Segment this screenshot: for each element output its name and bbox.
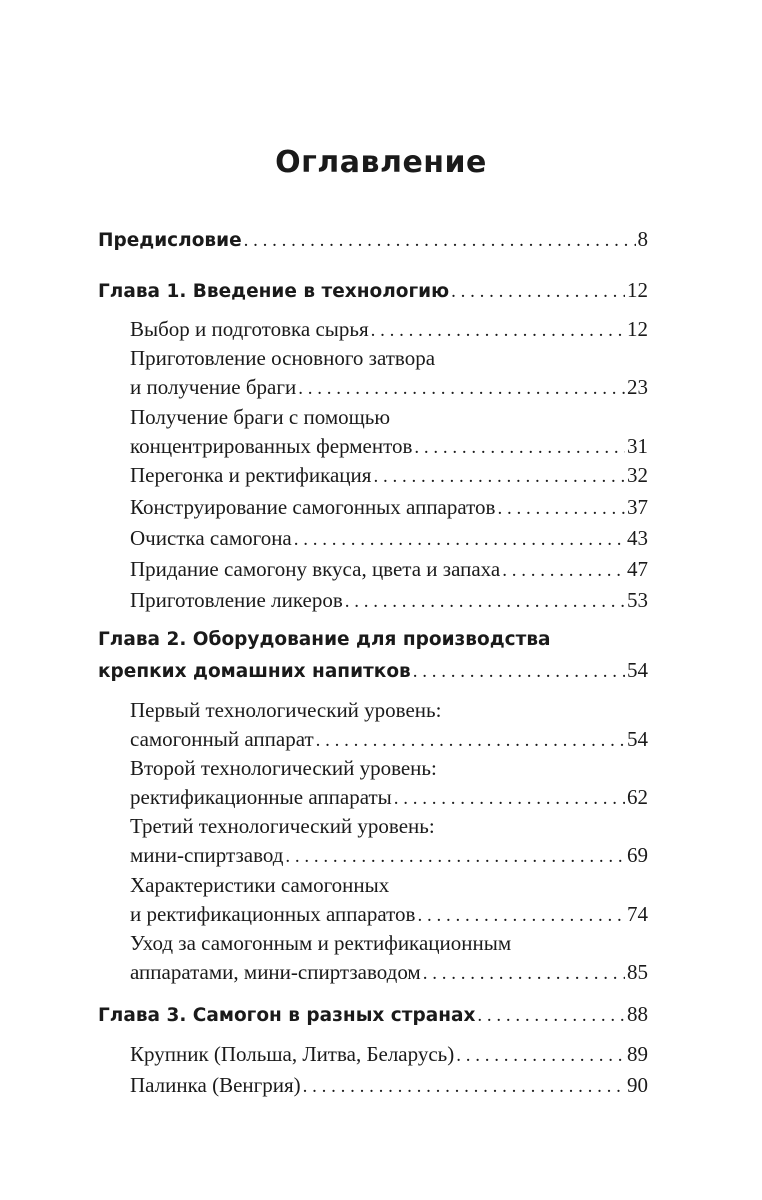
toc-entry-chapter-2[interactable] [98, 655, 648, 685]
toc-entry-section-line: Уход за самогонным и ректификационным [130, 931, 512, 955]
leader-dots [502, 556, 625, 586]
toc-entry-section[interactable] [130, 724, 648, 754]
toc-entry-section-line: Характеристики самогонных [130, 873, 390, 897]
toc-entry-section[interactable] [130, 1039, 648, 1069]
toc-entry-page: 53 [627, 588, 648, 612]
toc-entry-page: 37 [627, 495, 648, 519]
leader-dots [497, 494, 625, 524]
toc-entry-section[interactable] [130, 554, 648, 584]
leader-dots [244, 226, 636, 256]
leader-dots [394, 784, 625, 814]
toc-entry-label: Глава 3. Самогон в разных странах [98, 1005, 476, 1026]
toc-entry-label: Конструирование самогонных аппаратов [130, 495, 496, 519]
toc-entry-label: и ректификационных аппаратов [130, 902, 416, 926]
leader-dots [371, 316, 625, 346]
toc-entry-label: ректификационные аппараты [130, 785, 392, 809]
toc-entry-label: аппаратами, мини-спиртзаводом [130, 960, 421, 984]
leader-dots [298, 374, 625, 404]
leader-dots [423, 959, 625, 989]
toc-entry-section[interactable] [130, 431, 648, 461]
toc-entry-preface[interactable] [98, 224, 648, 254]
toc-entry-page: 23 [627, 375, 648, 399]
toc-entry-label: Придание самогону вкуса, цвета и запаха [130, 557, 501, 581]
toc-entry-label: Приготовление ликеров [130, 588, 343, 612]
toc-entry-section-line: Приготовление основного затвора [130, 346, 436, 370]
leader-dots [303, 1072, 625, 1102]
leader-dots [373, 462, 625, 492]
toc-entry-chapter-2-line: Глава 2. Оборудование для производства [98, 629, 551, 650]
leader-dots [451, 277, 625, 307]
leader-dots [456, 1041, 625, 1071]
leader-dots [477, 1001, 625, 1031]
toc-entry-page: 47 [627, 557, 648, 581]
toc-entry-page: 32 [627, 463, 648, 487]
toc-entry-label: крепких домашних напитков [98, 661, 411, 682]
toc-entry-label: самогонный аппарат [130, 727, 314, 751]
toc-entry-section[interactable] [130, 372, 648, 402]
toc-entry-page: 74 [627, 902, 648, 926]
toc-entry-page: 88 [627, 1002, 648, 1026]
toc-entry-section[interactable] [130, 314, 648, 344]
toc-entry-page: 12 [627, 317, 648, 341]
leader-dots [294, 525, 625, 555]
toc-entry-page: 43 [627, 526, 648, 550]
toc-entry-section[interactable] [130, 957, 648, 987]
toc-entry-section[interactable] [130, 460, 648, 490]
toc-entry-page: 8 [637, 227, 648, 251]
toc-entry-section[interactable] [130, 1070, 648, 1100]
toc-entry-label: Очистка самогона [130, 526, 292, 550]
toc-entry-chapter-3[interactable] [98, 999, 648, 1029]
toc-entry-chapter-1[interactable] [98, 275, 648, 305]
toc-entry-page: 54 [627, 658, 648, 682]
toc-entry-section[interactable] [130, 492, 648, 522]
leader-dots [414, 433, 625, 463]
toc-entry-label: Перегонка и ректификация [130, 463, 372, 487]
leader-dots [316, 726, 625, 756]
toc-entry-label: Предисловие [98, 230, 242, 251]
toc-entry-section[interactable] [130, 782, 648, 812]
toc-entry-page: 62 [627, 785, 648, 809]
toc-entry-label: Выбор и подготовка сырья [130, 317, 369, 341]
toc-entry-page: 31 [627, 434, 648, 458]
toc-entry-label: Глава 1. Введение в технологию [98, 281, 450, 302]
toc-entry-label: мини-спиртзавод [130, 843, 284, 867]
toc-entry-section[interactable] [130, 899, 648, 929]
toc-entry-section-line: Второй технологический уровень: [130, 756, 437, 780]
toc-entry-page: 89 [627, 1042, 648, 1066]
toc-entry-page: 54 [627, 727, 648, 751]
toc-entry-section-line: Первый технологический уровень: [130, 698, 442, 722]
toc-entry-label: и получение браги [130, 375, 297, 399]
toc-entry-section[interactable] [130, 840, 648, 870]
leader-dots [285, 842, 625, 872]
toc-entry-page: 69 [627, 843, 648, 867]
toc-entry-page: 85 [627, 960, 648, 984]
page-title: Оглавление [275, 145, 487, 180]
toc-entry-section[interactable] [130, 523, 648, 553]
leader-dots [417, 901, 625, 931]
toc-entry-section-line: Получение браги с помощью [130, 405, 391, 429]
toc-entry-label: концентрированных ферментов [130, 434, 413, 458]
toc-entry-page: 12 [627, 278, 648, 302]
toc-entry-section[interactable] [130, 585, 648, 615]
toc-entry-label: Крупник (Польша, Литва, Беларусь) [130, 1042, 455, 1066]
leader-dots [413, 657, 625, 687]
leader-dots [345, 587, 625, 617]
toc-entry-label: Палинка (Венгрия) [130, 1073, 301, 1097]
toc-entry-page: 90 [627, 1073, 648, 1097]
toc-entry-section-line: Третий технологический уровень: [130, 814, 435, 838]
